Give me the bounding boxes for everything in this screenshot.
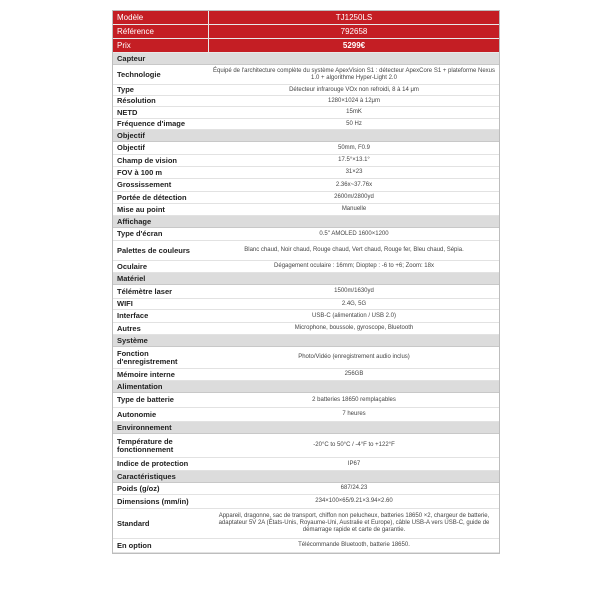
spec-value: 50 Hz — [346, 120, 362, 127]
spec-value: 7 heures — [342, 411, 366, 417]
spec-key: NETD — [117, 107, 138, 117]
spec-row — [113, 483, 499, 495]
spec-value: 2.4G, 5G — [341, 300, 367, 307]
section-title: Système — [113, 335, 499, 347]
spec-value: 2 batteries 18650 remplaçables — [312, 396, 396, 403]
spec-value: Télécommande Bluetooth, batterie 18650. — [298, 542, 410, 548]
spec-key: Type — [117, 85, 134, 94]
spec-key: Température de fonctionnement — [117, 436, 174, 454]
spec-key: Indice de protection — [117, 459, 189, 468]
spec-key: Type de batterie — [117, 395, 174, 404]
spec-row — [113, 96, 499, 107]
header-row — [113, 39, 499, 53]
spec-key: Champ de vision — [117, 155, 178, 165]
spec-row — [113, 299, 499, 310]
spec-value: 2.36x~37.76x — [335, 181, 373, 188]
spec-key: Télémètre laser — [117, 286, 173, 296]
spec-row — [113, 192, 499, 204]
spec-value: Microphone, boussole, gyroscope, Bluetooth — [294, 325, 414, 331]
spec-value: 17.5°×13.1° — [338, 157, 370, 163]
section-title: Matériel — [113, 273, 499, 285]
section-title: Capteur — [113, 53, 499, 65]
spec-value: 0.5'' AMOLED 1600×1200 — [319, 230, 389, 237]
spec-value: Manuelle — [341, 206, 367, 212]
spec-row — [113, 241, 499, 261]
spec-key: Fréquence d'image — [117, 119, 186, 128]
spec-key: Standard — [117, 518, 150, 528]
spec-row — [113, 142, 499, 155]
spec-key: Portée de détection — [117, 192, 187, 202]
spec-key: FOV à 100 m — [117, 167, 163, 177]
spec-row — [113, 434, 499, 458]
spec-value: 1500m/1630yd — [334, 288, 374, 294]
spec-key: Poids (g/oz) — [117, 483, 160, 493]
spec-value: 234×100×65/9.21×3.94×2.60 — [315, 498, 393, 504]
spec-value: Dégagement oculaire : 16mm; Dioptер : -6 to +6; Zoom: 18x — [274, 263, 434, 269]
header-row — [113, 25, 499, 39]
spec-value: 1280×1024 à 12μm — [328, 97, 380, 104]
spec-key: En option — [117, 540, 152, 550]
spec-value: Blanc chaud, Noir chaud, Rouge chaud, Vert chaud, Rouge fer, Bleu chaud, Sépia. — [244, 247, 464, 253]
spec-value: USB-C (alimentation / USB 2.0) — [311, 312, 397, 319]
spec-key: Oculaire — [117, 261, 148, 271]
spec-value: 50mm, F0.9 — [337, 144, 370, 151]
spec-key: Résolution — [117, 96, 156, 105]
spec-row — [113, 107, 499, 119]
spec-row — [113, 393, 499, 408]
section-title: Objectif — [113, 130, 499, 142]
header-key: Référence — [113, 25, 209, 38]
spec-sheet — [112, 10, 500, 554]
spec-row — [113, 285, 499, 299]
spec-value: Appareil, dragonne, sac de transport, chiffon non pelucheux, batteries 18650 ×2, chargeur de batterie, adaptateur 5V 2A (États-Unis, Royaume-Uni, Australie et Europe), câble USB-A vers USB-C, guide de démarrage rapide et carte de garantie. — [218, 513, 490, 533]
spec-row — [113, 509, 499, 539]
spec-value: 2600m/2800yd — [334, 194, 374, 200]
spec-value: Photo/Vidéo (enregistrement audio inclus) — [298, 354, 410, 360]
spec-value: -20°C to 50°C / -4°F to +122°F — [313, 442, 395, 448]
spec-key: Palettes de couleurs — [117, 245, 190, 255]
spec-key: Autonomie — [117, 409, 157, 419]
spec-row — [113, 204, 499, 216]
spec-row — [113, 495, 499, 509]
header-key: Modèle — [113, 11, 209, 24]
spec-row — [113, 65, 499, 85]
header-value: TJ1250LS — [335, 13, 373, 22]
spec-row — [113, 369, 499, 381]
spec-value: 687/24.23 — [340, 485, 368, 491]
spec-value: Détecteur infrarouge VOx non refroidi, 8 à 14 μm — [289, 86, 419, 93]
section-title: Affichage — [113, 216, 499, 228]
header-row — [113, 11, 499, 25]
header-value: 792658 — [340, 27, 368, 36]
spec-row — [113, 261, 499, 273]
spec-row — [113, 408, 499, 422]
spec-key: Type d'écran — [117, 229, 163, 238]
spec-key: Grossissement — [117, 180, 172, 189]
spec-key: Interface — [117, 311, 149, 320]
spec-row — [113, 347, 499, 369]
spec-row — [113, 228, 499, 241]
spec-row — [113, 539, 499, 553]
spec-key: Dimensions (mm/in) — [117, 496, 189, 506]
spec-key: Fonction d'enregistrement — [117, 348, 178, 366]
spec-row — [113, 119, 499, 130]
header-key: Prix — [113, 39, 209, 52]
spec-key: Technologie — [117, 69, 161, 79]
spec-row — [113, 323, 499, 335]
spec-row — [113, 85, 499, 96]
header-value: 5299€ — [342, 41, 366, 50]
spec-row — [113, 155, 499, 167]
spec-value: 31×23 — [345, 169, 363, 175]
section-title: Alimentation — [113, 381, 499, 393]
spec-key: WIFI — [117, 299, 133, 308]
spec-key: Mise au point — [117, 204, 165, 214]
section-title: Caractéristiques — [113, 471, 499, 483]
spec-value: IP67 — [347, 460, 361, 467]
spec-key: Objectif — [117, 143, 145, 152]
spec-row — [113, 167, 499, 179]
spec-row — [113, 179, 499, 192]
spec-row — [113, 458, 499, 471]
spec-value: Équipé de l'architecture complète du système ApexVision S1 : détecteur ApexCore S1 + plateforme Nexus 1.0 + algorithme Hyper-Light 2.0 — [212, 67, 496, 81]
spec-value: 256GB — [344, 371, 364, 377]
spec-key: Mémoire interne — [117, 369, 175, 379]
spec-row — [113, 310, 499, 323]
spec-value: 15mK — [346, 109, 362, 115]
section-title: Environnement — [113, 422, 499, 434]
spec-key: Autres — [117, 323, 141, 333]
